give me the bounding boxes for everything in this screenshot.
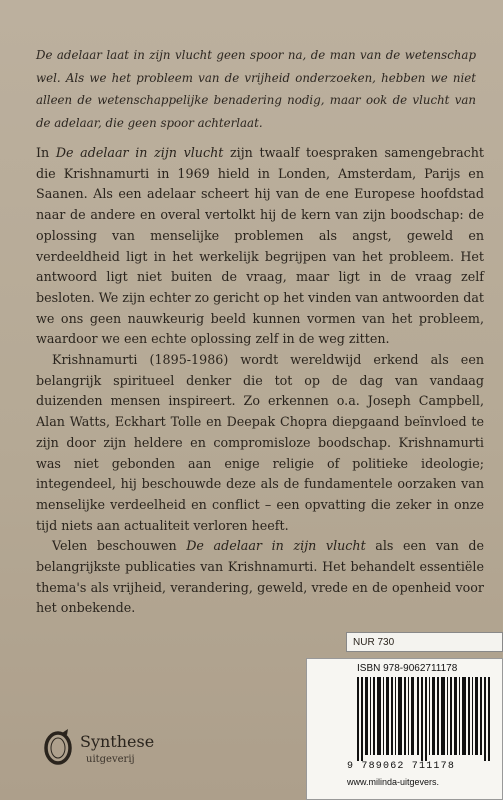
book-title-italic: De adelaar in zijn vlucht	[186, 538, 366, 554]
blurb-paragraph-2: Krishnamurti (1895-1986) wordt wereldwijd erkend als een belangrijk spiritueel denker die tot op de dag van vandaag duizenden mensen inspireert. Zo erkennen o.a. Joseph Campbell, Alan Watts, Eckhart Tolle en Deepak Chopra diepgaand beïnvloed te zijn door zijn heldere en compromisloze boodschap. Krishnamurti was niet gebonden aan enige religie of politieke ideologie; integendeel, hij beschouwde deze als de fundamentele oorzaken van menselijke verdeelheid en conflict – een opvatting die zeker in onze tijd niets aan actualiteit verloren heeft.	[36, 352, 484, 533]
barcode-icon	[357, 677, 497, 761]
nur-code: NUR 730	[346, 632, 503, 652]
isbn-text: ISBN 978-9062711178	[357, 663, 458, 674]
barcode-digits: 9 789062 711178	[347, 761, 456, 772]
publisher-name: Synthese	[80, 732, 155, 751]
text-run: zijn twaalf toespraken samengebracht die Krishnamurti in 1969 hield in Londen, Amsterdam, Parijs en Saanen. Als een adelaar scheert hij van de ene Europese hoofdstad naar de andere en overal vertolkt hij de kern van zijn boodschap: de oplossing van menselijke problemen als angst, geweld en verdeeldheid ligt in het werkelijk begrijpen van het probleem. Het antwoord ligt niet buiten de vraag, maar ligt in de vraag zelf besloten. We zijn echter zo gericht op het vinden van antwoorden dat we ons geen nauwkeurig beeld kunnen vormen van het probleem, waardoor we een echte oplossing zelf in de weg zitten.	[36, 145, 485, 347]
publisher-logo	[40, 724, 200, 774]
blurb-text	[36, 143, 484, 619]
publisher-url[interactable]: www.milinda-uitgevers.	[347, 777, 440, 787]
blurb-paragraph-1	[36, 143, 484, 350]
cover-quote: De adelaar laat in zijn vlucht geen spoor na, de man van de wetenschap wel. Als we het probleem van de vrijheid onderzoeken, hebben we niet alleen de wetenschappelijke benadering nodig, maar ook de vlucht van de adelaar, die geen spoor achterlaat.	[36, 48, 476, 130]
text-run: Velen beschouwen	[52, 538, 187, 554]
text-run: In	[36, 145, 56, 160]
ouroboros-icon	[40, 726, 76, 770]
blurb-paragraph-3	[36, 536, 484, 619]
publisher-subtitle: uitgeverij	[86, 754, 135, 765]
barcode-sticker	[300, 632, 503, 800]
barcode-area	[306, 658, 503, 800]
text-run: als een van de belangrijkste publicaties van Krishnamurti. Het behandelt essentiële thema's als vrijheid, verandering, geweld, vrede en de openheid voor het onbekende.	[36, 538, 484, 616]
book-title-italic: De adelaar in zijn vlucht	[55, 145, 224, 160]
